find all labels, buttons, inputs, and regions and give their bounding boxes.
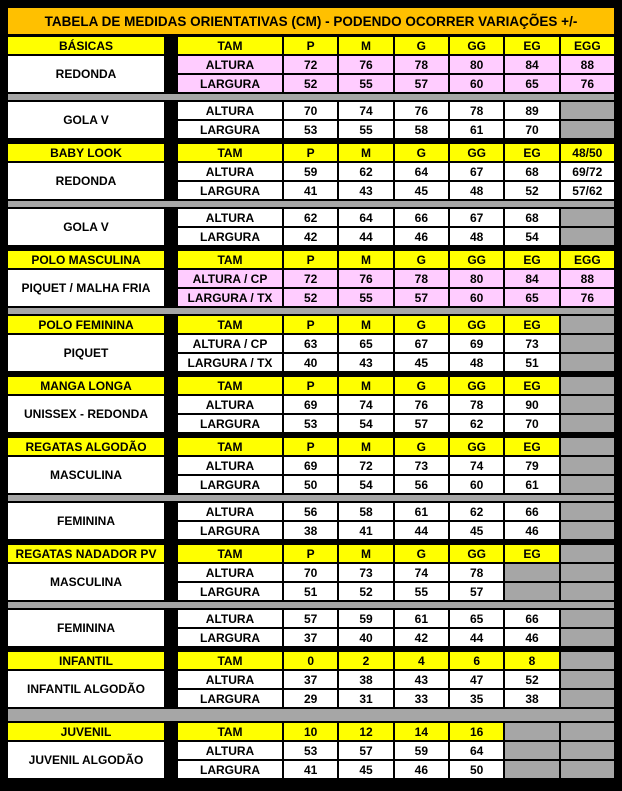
size-cell: 48: [450, 354, 503, 371]
section-sublabel: FEMININA: [8, 610, 164, 646]
empty-cell: [505, 583, 558, 600]
size-cell: 57/62: [561, 182, 614, 199]
size-cell: 72: [284, 270, 337, 287]
row-label: LARGURA: [178, 228, 282, 245]
size-cell: 70: [505, 121, 558, 138]
size-cell: 56: [395, 476, 448, 493]
size-cell: 42: [284, 228, 337, 245]
size-cell: 44: [450, 629, 503, 646]
size-cell: 12: [339, 723, 392, 740]
empty-cell: [561, 545, 614, 562]
size-cell: 50: [450, 761, 503, 778]
section-baby-look: [8, 144, 614, 199]
size-cell: 78: [450, 564, 503, 581]
separator-gray: [8, 199, 614, 209]
row-label: LARGURA / TX: [178, 289, 282, 306]
size-cell: 54: [505, 228, 558, 245]
size-cell: 57: [284, 610, 337, 627]
size-cell: 69: [284, 396, 337, 413]
size-cell: M: [339, 545, 392, 562]
empty-cell: [505, 723, 558, 740]
size-cell: P: [284, 377, 337, 394]
size-cell: 67: [450, 209, 503, 226]
size-cell: EG: [505, 144, 558, 161]
empty-cell: [561, 564, 614, 581]
size-cell: 74: [339, 396, 392, 413]
size-cell: 47: [450, 671, 503, 688]
size-cell: 43: [339, 182, 392, 199]
size-cell: 31: [339, 690, 392, 707]
section-title: JUVENIL: [8, 723, 164, 740]
empty-cell: [561, 415, 614, 432]
size-cell: 60: [450, 289, 503, 306]
size-cell: 37: [284, 629, 337, 646]
section-regatas-nadador-feminina: [8, 610, 614, 646]
section-title: REGATAS NADADOR PV: [8, 545, 164, 562]
size-cell: 70: [284, 102, 337, 119]
size-cell: G: [395, 251, 448, 268]
size-cell: 64: [450, 742, 503, 759]
section-sublabel: UNISSEX - REDONDA: [8, 396, 164, 432]
size-cell: EG: [505, 316, 558, 333]
empty-cell: [561, 761, 614, 778]
section-title: REGATAS ALGODÃO: [8, 438, 164, 455]
row-label: TAM: [178, 652, 282, 669]
empty-cell: [561, 335, 614, 352]
section-polo-masculina: [8, 251, 614, 306]
size-cell: 78: [450, 102, 503, 119]
section-infantil: [8, 652, 614, 707]
row-label: LARGURA: [178, 182, 282, 199]
size-cell: 76: [561, 75, 614, 92]
section-juvenil: [8, 723, 614, 778]
section-title: BABY LOOK: [8, 144, 164, 161]
size-cell: 64: [395, 163, 448, 180]
empty-cell: [561, 742, 614, 759]
empty-cell: [561, 316, 614, 333]
size-cell: 2: [339, 652, 392, 669]
size-cell: 72: [284, 56, 337, 73]
section-sublabel: REDONDA: [8, 163, 164, 199]
section-sublabel: PIQUET: [8, 335, 164, 371]
size-cell: 60: [450, 75, 503, 92]
separator-gray: [8, 493, 614, 503]
size-cell: 52: [339, 583, 392, 600]
size-cell: 57: [450, 583, 503, 600]
row-label: ALTURA / CP: [178, 335, 282, 352]
section-title: INFANTIL: [8, 652, 164, 669]
size-cell: 41: [284, 761, 337, 778]
row-label: ALTURA: [178, 396, 282, 413]
row-label: ALTURA: [178, 457, 282, 474]
size-cell: 76: [395, 396, 448, 413]
empty-cell: [561, 583, 614, 600]
size-cell: 42: [395, 629, 448, 646]
section-title: POLO FEMININA: [8, 316, 164, 333]
size-cell: 58: [395, 121, 448, 138]
size-cell: 62: [284, 209, 337, 226]
row-label: ALTURA: [178, 564, 282, 581]
size-cell: 4: [395, 652, 448, 669]
size-cell: 48/50: [561, 144, 614, 161]
table-title: TABELA DE MEDIDAS ORIENTATIVAS (CM) - PODENDO OCORRER VARIAÇÕES +/-: [8, 8, 614, 34]
empty-cell: [505, 761, 558, 778]
row-label: TAM: [178, 377, 282, 394]
size-cell: 53: [284, 121, 337, 138]
size-cell: 79: [505, 457, 558, 474]
size-cell: 66: [505, 610, 558, 627]
size-cell: 88: [561, 270, 614, 287]
section-sublabel: GOLA V: [8, 209, 164, 245]
size-cell: 58: [339, 503, 392, 520]
empty-cell: [561, 457, 614, 474]
size-cell: 59: [395, 742, 448, 759]
size-cell: 73: [505, 335, 558, 352]
size-cell: EG: [505, 37, 558, 54]
size-cell: 46: [505, 522, 558, 539]
size-cell: 29: [284, 690, 337, 707]
size-cell: 80: [450, 270, 503, 287]
empty-cell: [561, 723, 614, 740]
section-sublabel: GOLA V: [8, 102, 164, 138]
separator-gray: [8, 306, 614, 316]
size-cell: 53: [284, 415, 337, 432]
size-cell: 46: [505, 629, 558, 646]
row-label: LARGURA: [178, 690, 282, 707]
size-cell: 64: [339, 209, 392, 226]
empty-cell: [561, 476, 614, 493]
row-label: TAM: [178, 438, 282, 455]
size-cell: 66: [395, 209, 448, 226]
empty-cell: [505, 564, 558, 581]
size-cell: M: [339, 438, 392, 455]
row-label: TAM: [178, 37, 282, 54]
section-regatas-algodao-feminina: [8, 503, 614, 539]
size-cell: 61: [450, 121, 503, 138]
size-cell: 69: [450, 335, 503, 352]
size-cell: 35: [450, 690, 503, 707]
separator-gray: [8, 600, 614, 610]
size-cell: 62: [450, 415, 503, 432]
size-cell: 65: [339, 335, 392, 352]
size-cell: GG: [450, 377, 503, 394]
size-cell: GG: [450, 545, 503, 562]
size-cell: EG: [505, 545, 558, 562]
size-cell: 38: [339, 671, 392, 688]
section-title: BÁSICAS: [8, 37, 164, 54]
size-cell: M: [339, 37, 392, 54]
size-cell: 73: [395, 457, 448, 474]
row-label: LARGURA: [178, 121, 282, 138]
empty-cell: [561, 121, 614, 138]
size-cell: 44: [339, 228, 392, 245]
size-cell: 68: [505, 209, 558, 226]
empty-cell: [561, 652, 614, 669]
row-label: LARGURA: [178, 761, 282, 778]
size-cell: 55: [339, 75, 392, 92]
size-cell: 61: [505, 476, 558, 493]
size-cell: GG: [450, 316, 503, 333]
row-label: ALTURA: [178, 102, 282, 119]
size-cell: 45: [395, 354, 448, 371]
size-cell: G: [395, 144, 448, 161]
row-label: ALTURA: [178, 209, 282, 226]
size-cell: 51: [284, 583, 337, 600]
size-cell: 56: [284, 503, 337, 520]
size-cell: 76: [395, 102, 448, 119]
row-label: LARGURA / TX: [178, 354, 282, 371]
size-cell: 55: [339, 289, 392, 306]
size-cell: 76: [339, 270, 392, 287]
size-cell: G: [395, 545, 448, 562]
row-label: ALTURA: [178, 742, 282, 759]
empty-cell: [561, 209, 614, 226]
empty-cell: [505, 742, 558, 759]
empty-cell: [561, 610, 614, 627]
empty-cell: [561, 438, 614, 455]
row-label: LARGURA: [178, 75, 282, 92]
size-cell: EG: [505, 377, 558, 394]
row-label: ALTURA: [178, 503, 282, 520]
size-cell: 76: [561, 289, 614, 306]
row-label: ALTURA: [178, 610, 282, 627]
size-cell: 45: [450, 522, 503, 539]
size-cell: 59: [339, 610, 392, 627]
size-cell: 16: [450, 723, 503, 740]
size-cell: 78: [450, 396, 503, 413]
empty-cell: [561, 629, 614, 646]
size-cell: 40: [284, 354, 337, 371]
size-cell: 69/72: [561, 163, 614, 180]
size-cell: 73: [339, 564, 392, 581]
section-sublabel: INFANTIL ALGODÃO: [8, 671, 164, 707]
size-cell: 46: [395, 761, 448, 778]
size-cell: 52: [505, 182, 558, 199]
size-cell: 44: [395, 522, 448, 539]
size-cell: G: [395, 316, 448, 333]
row-label: TAM: [178, 545, 282, 562]
size-cell: P: [284, 316, 337, 333]
size-cell: G: [395, 438, 448, 455]
section-basicas: [8, 37, 614, 92]
row-label: ALTURA: [178, 56, 282, 73]
size-cell: 54: [339, 476, 392, 493]
size-cell: M: [339, 377, 392, 394]
size-cell: 62: [450, 503, 503, 520]
size-cell: EGG: [561, 251, 614, 268]
section-sublabel: JUVENIL ALGODÃO: [8, 742, 164, 778]
section-title: POLO MASCULINA: [8, 251, 164, 268]
size-cell: 54: [339, 415, 392, 432]
row-label: TAM: [178, 316, 282, 333]
size-cell: 60: [450, 476, 503, 493]
size-cell: 74: [339, 102, 392, 119]
size-cell: 51: [505, 354, 558, 371]
size-cell: GG: [450, 37, 503, 54]
size-cell: 43: [339, 354, 392, 371]
size-cell: 78: [395, 270, 448, 287]
row-label: TAM: [178, 144, 282, 161]
size-cell: 37: [284, 671, 337, 688]
size-cell: P: [284, 144, 337, 161]
size-cell: P: [284, 37, 337, 54]
separator-gray-tall: [8, 707, 614, 723]
row-label: ALTURA / CP: [178, 270, 282, 287]
section-sublabel: REDONDA: [8, 56, 164, 92]
size-cell: 63: [284, 335, 337, 352]
section-sublabel: MASCULINA: [8, 457, 164, 493]
size-cell: 8: [505, 652, 558, 669]
size-cell: GG: [450, 144, 503, 161]
size-cell: 80: [450, 56, 503, 73]
size-cell: 43: [395, 671, 448, 688]
section-sublabel: MASCULINA: [8, 564, 164, 600]
size-cell: P: [284, 545, 337, 562]
size-cell: 33: [395, 690, 448, 707]
row-label: ALTURA: [178, 163, 282, 180]
size-cell: 72: [339, 457, 392, 474]
size-cell: 65: [450, 610, 503, 627]
size-cell: 10: [284, 723, 337, 740]
row-label: LARGURA: [178, 583, 282, 600]
row-label: LARGURA: [178, 476, 282, 493]
size-cell: 67: [395, 335, 448, 352]
size-cell: 65: [505, 289, 558, 306]
size-cell: 89: [505, 102, 558, 119]
section-baby-look-gola-v: [8, 209, 614, 245]
row-label: TAM: [178, 251, 282, 268]
size-cell: M: [339, 316, 392, 333]
size-cell: 46: [395, 228, 448, 245]
empty-cell: [561, 522, 614, 539]
size-cell: G: [395, 37, 448, 54]
size-cell: 55: [339, 121, 392, 138]
size-cell: 53: [284, 742, 337, 759]
size-cell: 74: [450, 457, 503, 474]
size-cell: 65: [505, 75, 558, 92]
row-label: LARGURA: [178, 629, 282, 646]
section-basicas-gola-v: [8, 102, 614, 138]
size-cell: 0: [284, 652, 337, 669]
size-cell: 59: [284, 163, 337, 180]
size-cell: 57: [395, 415, 448, 432]
size-cell: 38: [284, 522, 337, 539]
size-cell: 84: [505, 56, 558, 73]
section-title: MANGA LONGA: [8, 377, 164, 394]
size-cell: M: [339, 251, 392, 268]
size-cell: GG: [450, 251, 503, 268]
size-cell: 62: [339, 163, 392, 180]
size-cell: 57: [339, 742, 392, 759]
empty-cell: [561, 503, 614, 520]
size-cell: 41: [284, 182, 337, 199]
size-cell: 41: [339, 522, 392, 539]
empty-cell: [561, 690, 614, 707]
size-cell: 70: [284, 564, 337, 581]
size-cell: 45: [395, 182, 448, 199]
size-cell: P: [284, 251, 337, 268]
size-cell: 57: [395, 75, 448, 92]
size-cell: 14: [395, 723, 448, 740]
size-cell: 74: [395, 564, 448, 581]
size-cell: 52: [505, 671, 558, 688]
size-cell: 70: [505, 415, 558, 432]
size-cell: 52: [284, 75, 337, 92]
size-cell: G: [395, 377, 448, 394]
row-label: LARGURA: [178, 415, 282, 432]
size-cell: 55: [395, 583, 448, 600]
section-sublabel: FEMININA: [8, 503, 164, 539]
separator-gray: [8, 92, 614, 102]
size-cell: GG: [450, 438, 503, 455]
size-cell: 68: [505, 163, 558, 180]
row-label: ALTURA: [178, 671, 282, 688]
empty-cell: [561, 354, 614, 371]
size-cell: P: [284, 438, 337, 455]
size-cell: 69: [284, 457, 337, 474]
section-manga-longa: [8, 377, 614, 432]
size-cell: 52: [284, 289, 337, 306]
empty-cell: [561, 396, 614, 413]
size-cell: 66: [505, 503, 558, 520]
size-cell: 45: [339, 761, 392, 778]
size-cell: 38: [505, 690, 558, 707]
section-polo-feminina: [8, 316, 614, 371]
size-cell: 78: [395, 56, 448, 73]
size-cell: 61: [395, 503, 448, 520]
size-cell: 67: [450, 163, 503, 180]
section-sublabel: PIQUET / MALHA FRIA: [8, 270, 164, 306]
size-cell: 48: [450, 182, 503, 199]
size-cell: EG: [505, 438, 558, 455]
size-cell: EG: [505, 251, 558, 268]
size-cell: 57: [395, 289, 448, 306]
size-cell: 88: [561, 56, 614, 73]
size-cell: 48: [450, 228, 503, 245]
size-cell: 61: [395, 610, 448, 627]
row-label: LARGURA: [178, 522, 282, 539]
empty-cell: [561, 228, 614, 245]
empty-cell: [561, 671, 614, 688]
size-cell: 40: [339, 629, 392, 646]
size-cell: 84: [505, 270, 558, 287]
size-cell: 6: [450, 652, 503, 669]
row-label: TAM: [178, 723, 282, 740]
empty-cell: [561, 377, 614, 394]
section-regatas-nadador-pv: [8, 545, 614, 600]
size-cell: 76: [339, 56, 392, 73]
table-body: [8, 37, 614, 778]
size-cell: EGG: [561, 37, 614, 54]
size-cell: M: [339, 144, 392, 161]
section-regatas-algodao: [8, 438, 614, 493]
empty-cell: [561, 102, 614, 119]
size-cell: 50: [284, 476, 337, 493]
size-cell: 90: [505, 396, 558, 413]
